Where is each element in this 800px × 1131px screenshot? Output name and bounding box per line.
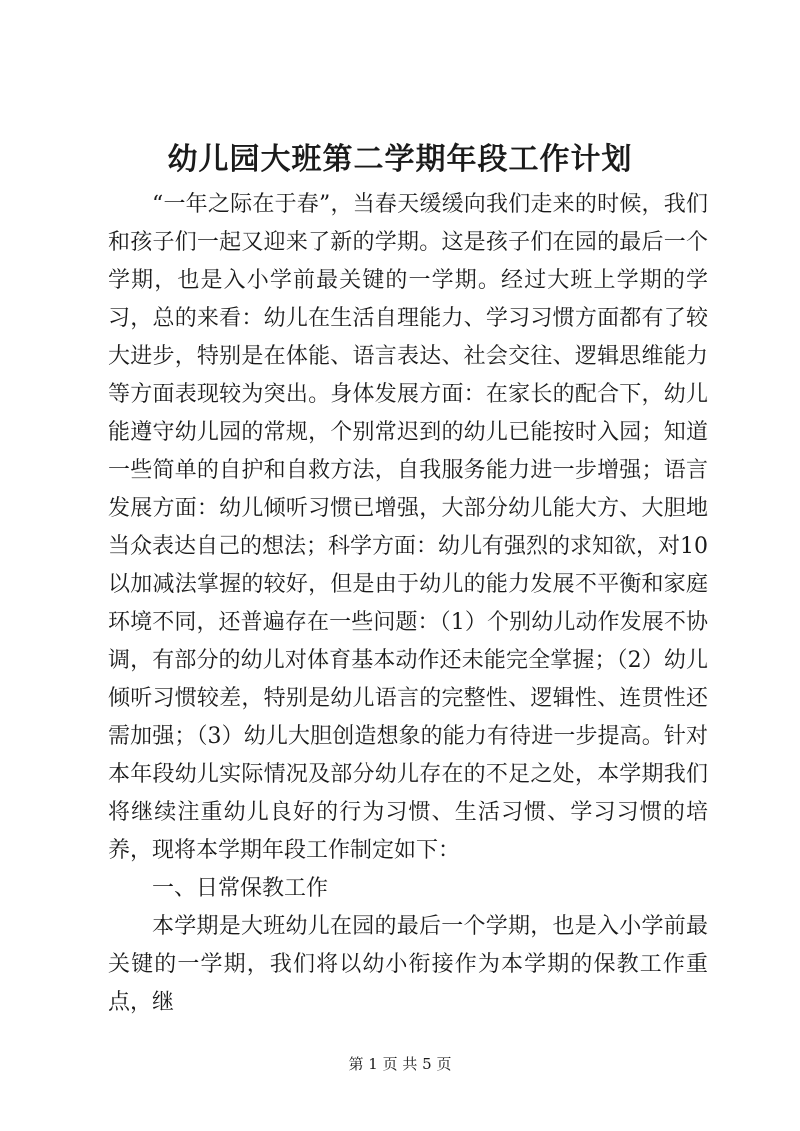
section-heading: 一、日常保教工作 xyxy=(152,876,329,901)
section-paragraph: 本学期是大班幼儿在园的最后一个学期，也是入小学前最关键的一学期，我们将以幼小衔接作为本学期的保教工作重点，继 xyxy=(108,914,708,1015)
document-title: 幼儿园大班第二学期年段工作计划 xyxy=(167,142,633,177)
intro-paragraph: “一年之际在于春”，当春天缓缓向我们走来的时候，我们和孩子们一起又迎来了新的学期。这是孩子们在园的最后一个学期，也是入小学前最关键的一学期。经过大班上学期的学习，总的来看：幼儿在生活自理能力、学习习惯方面都有了较大进步，特别是在体能、语言表达、社会交往、逻辑思维能力等方面表现较为突出。身体发展方面：在家长的配合下，幼儿能遵守幼儿园的常规，个别常迟到的幼儿已能按时入园；知道一些简单的自护和自救方法，自我服务能力进一步增强；语言发展方面：幼儿倾听习惯已增强，大部分幼儿能大方、大胆地当众表达自己的想法；科学方面：幼儿有强烈的求知欲，对10以加减法掌握的较好，但是由于幼儿的能力发展不平衡和家庭环境不同，还普遍存在一些问题：（1）个别幼儿动作发展不协调，有部分的幼儿对体育基本动作还未能完全掌握；（2）幼儿倾听习惯较差，特别是幼儿语言的完整性、逻辑性、连贯性还需加强；（3）幼儿大胆创造想象的能力有待进一步提高。针对本年段幼儿实际情况及部分幼儿存在的不足之处，本学期我们将继续注重幼儿良好的行为习惯、生活习惯、学习习惯的培养，现将本学期年段工作制定如下： xyxy=(108,192,708,863)
page-footer: 第 1 页 共 5 页 xyxy=(348,1055,452,1073)
document-body xyxy=(108,186,708,1022)
